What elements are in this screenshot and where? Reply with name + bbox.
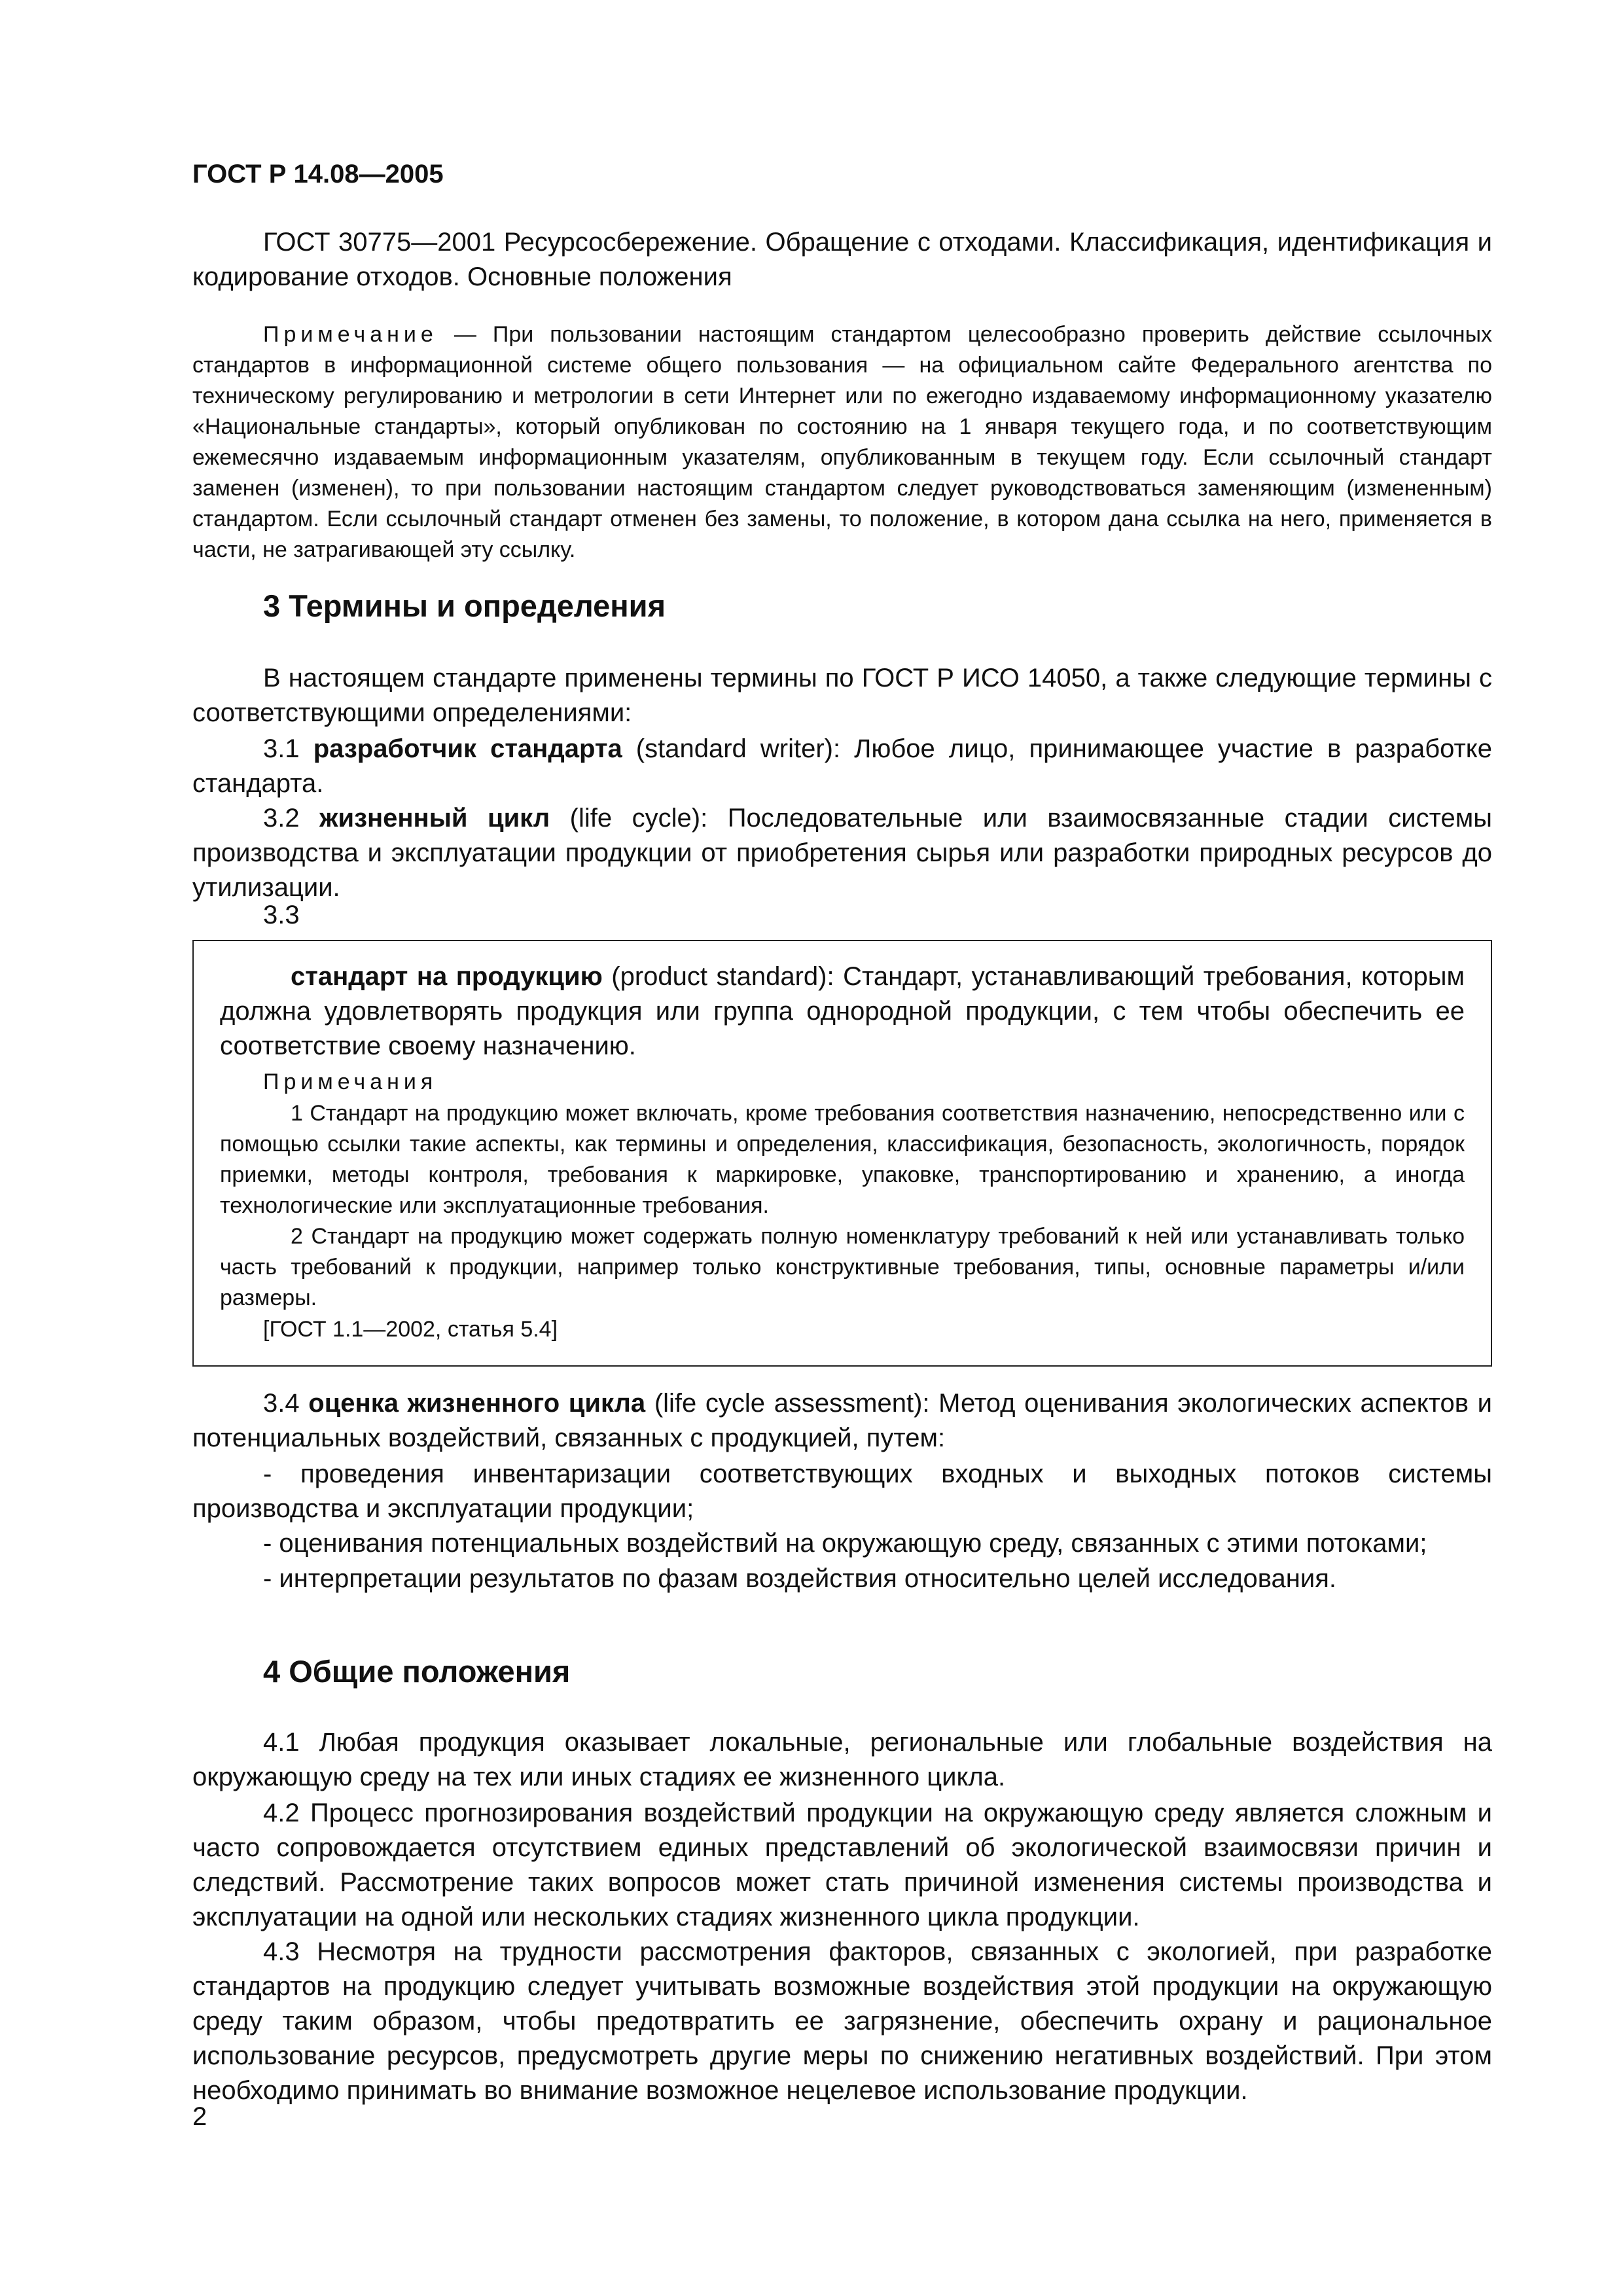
term-3-2-definition: (life cycle): Последовательные или взаимосвязанные стадии системы производства и эксплуатации продукции от приобретения сырья или разработки природных ресурсов до утилизации. xyxy=(192,804,1492,902)
section-3-title: 3 Термины и определения xyxy=(263,588,666,623)
term-3-2-name: жизненный цикл xyxy=(319,804,550,833)
section-4-title: 4 Общие положения xyxy=(263,1654,571,1689)
clause-4-2: 4.2 Процесс прогнозирования воздействий продукции на окружающую среду является сложным и часто сопровождается отсутствием единых представлений об экологической взаимосвязи причин и следствий. Рассмотрение таких вопросов может стать причиной изменения системы производства и эксплуатации на одной или нескольких стадиях жизненного цикла продукции. xyxy=(192,1799,1492,1931)
section-3-intro: В настоящем стандарте применены термины по ГОСТ Р ИСО 14050, а также следующие термины с соответствующими определениями: xyxy=(192,664,1492,727)
term-3-2-number: 3.2 xyxy=(263,804,300,833)
term-3-3-number: 3.3 xyxy=(263,901,300,929)
term-3-4 xyxy=(192,1386,1492,1456)
term-3-1-definition: (standard writer): Любое лицо, принимающее участие в разработке стандарта. xyxy=(192,734,1493,798)
reference-gost-30775: ГОСТ 30775—2001 Ресурсосбережение. Обращение с отходами. Классификация, идентификация и кодирование отходов. Основные положения xyxy=(192,228,1492,291)
term-3-4-name: оценка жизненного цикла xyxy=(308,1389,646,1418)
term-3-3-source: [ГОСТ 1.1—2002, статья 5.4] xyxy=(263,1317,558,1342)
note-label: Примечание xyxy=(263,322,438,347)
document-code-header: ГОСТ Р 14.08—2005 xyxy=(192,160,444,188)
term-3-1-number: 3.1 xyxy=(263,734,300,763)
term-3-4-bullet-2: - оценивания потенциальных воздействий на окружающую среду, связанных с этими потоками; xyxy=(263,1529,1427,1558)
references-note xyxy=(192,319,1492,565)
page-number: 2 xyxy=(192,2102,207,2131)
term-3-3-box xyxy=(192,940,1492,1367)
term-3-3-note-1: 1 Стандарт на продукцию может включать, кроме требования соответствия назначению, непосредственно или с помощью ссылки такие аспекты, как термины и определения, классификация, безопасность, экологичность, порядок приемки, методы контроля, требования к маркировке, упаковке, транспортированию и хранению, а иногда технологические или эксплуатационные требования. xyxy=(220,1101,1465,1218)
term-3-3-definition-block xyxy=(220,960,1465,1064)
term-3-3-definition: (product standard): Стандарт, устанавливающий требования, которым должна удовлетворять продукция или группа однородной продукции, с тем чтобы обеспечить ее соответствие своему назначению. xyxy=(220,962,1465,1060)
note-text: — При пользовании настоящим стандартом целесообразно проверить действие ссылочных стандартов в информационной системе общего пользования — на официальном сайте Федерального агентства по техническому регулированию и метрологии в сети Интернет или по ежегодно издаваемому информационному указателю «Национальные стандарты», который опубликован по состоянию на 1 января текущего года, и по соответствующим ежемесячно издаваемым информационным указателям, опубликованным в текущем году. Если ссылочный стандарт заменен (изменен), то при пользовании настоящим стандартом следует руководствоваться заменяющим (измененным) стандартом. Если ссылочный стандарт отменен без замены, то положение, в котором дана ссылка на него, применяется в части, не затрагивающей эту ссылку. xyxy=(192,322,1493,562)
term-3-2 xyxy=(192,801,1492,905)
clause-4-1: 4.1 Любая продукция оказывает локальные, региональные или глобальные воздействия на окружающую среду на тех или иных стадиях ее жизненного цикла. xyxy=(192,1728,1492,1791)
notes-label-text: Примечания xyxy=(263,1069,438,1094)
term-3-3-note-2: 2 Стандарт на продукцию может содержать полную номенклатуру требований к ней или устанавливать только часть требований к продукции, например только конструктивные требования, типы, основные параметры и/или размеры. xyxy=(220,1224,1465,1310)
term-3-4-definition: (life cycle assessment): Метод оценивания экологических аспектов и потенциальных воздействий, связанных с продукцией, путем: xyxy=(192,1389,1492,1452)
term-3-4-number: 3.4 xyxy=(263,1389,300,1418)
clause-4-3: 4.3 Несмотря на трудности рассмотрения факторов, связанных с экологией, при разработке стандартов на продукцию следует учитывать возможные воздействия этой продукции на окружающую среду таким образом, чтобы предотвратить ее загрязнение, обеспечить охрану и рациональное использование ресурсов, предусмотреть другие меры по снижению негативных воздействий. При этом необходимо принимать во внимание возможное нецелевое использование продукции. xyxy=(192,1937,1492,2105)
term-3-3-notes-label xyxy=(263,1067,1465,1098)
term-3-3-name: стандарт на продукцию xyxy=(291,962,603,991)
term-3-1 xyxy=(192,732,1492,801)
term-3-4-bullet-3: - интерпретации результатов по фазам воздействия относительно целей исследования. xyxy=(263,1564,1336,1593)
term-3-4-bullet-1: - проведения инвентаризации соответствующих входных и выходных потоков системы производства и эксплуатации продукции; xyxy=(192,1460,1492,1523)
term-3-1-name: разработчик стандарта xyxy=(313,734,622,763)
